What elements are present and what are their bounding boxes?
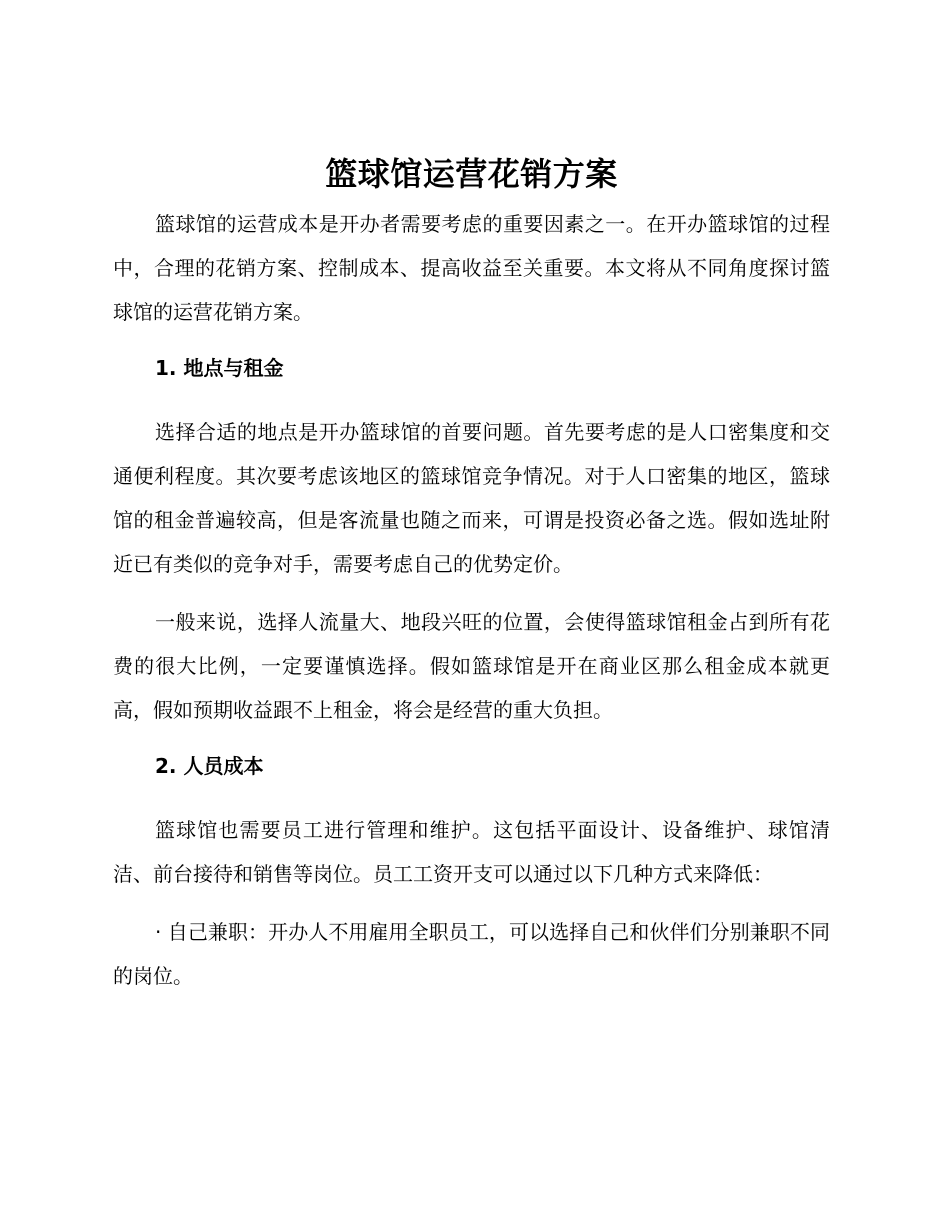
intro-paragraph: 篮球馆的运营成本是开办者需要考虑的重要因素之一。在开办篮球馆的过程中，合理的花销方案、控制成本、提高收益至关重要。本文将从不同角度探讨篮球馆的运营花销方案。 [113, 212, 830, 324]
section-staff-cost [113, 746, 830, 998]
document-title: 篮球馆运营花销方案 [325, 155, 618, 193]
section-paragraph: 选择合适的地点是开办篮球馆的首要问题。首先要考虑的是人口密集度和交通便利程度。其次要考虑该地区的篮球馆竞争情况。对于人口密集的地区，篮球馆的租金普遍较高，但是客流量也随之而来，可谓是投资必备之选。假如选址附近已有类似的竞争对手，需要考虑自己的优势定价。 [113, 420, 830, 576]
section-location-rent [113, 348, 830, 732]
bullet-item: · 自己兼职：开办人不用雇用全职员工，可以选择自己和伙伴们分别兼职不同的岗位。 [113, 920, 830, 988]
document-body [113, 148, 830, 998]
section-heading: 1. 地点与租金 [155, 356, 284, 380]
section-heading: 2. 人员成本 [155, 754, 264, 778]
section-paragraph: 篮球馆也需要员工进行管理和维护。这包括平面设计、设备维护、球馆清洁、前台接待和销售等岗位。员工工资开支可以通过以下几种方式来降低： [113, 818, 830, 886]
section-paragraph: 一般来说，选择人流量大、地段兴旺的位置，会使得篮球馆租金占到所有花费的很大比例，一定要谨慎选择。假如篮球馆是开在商业区那么租金成本就更高，假如预期收益跟不上租金，将会是经营的重大负担。 [113, 610, 830, 722]
